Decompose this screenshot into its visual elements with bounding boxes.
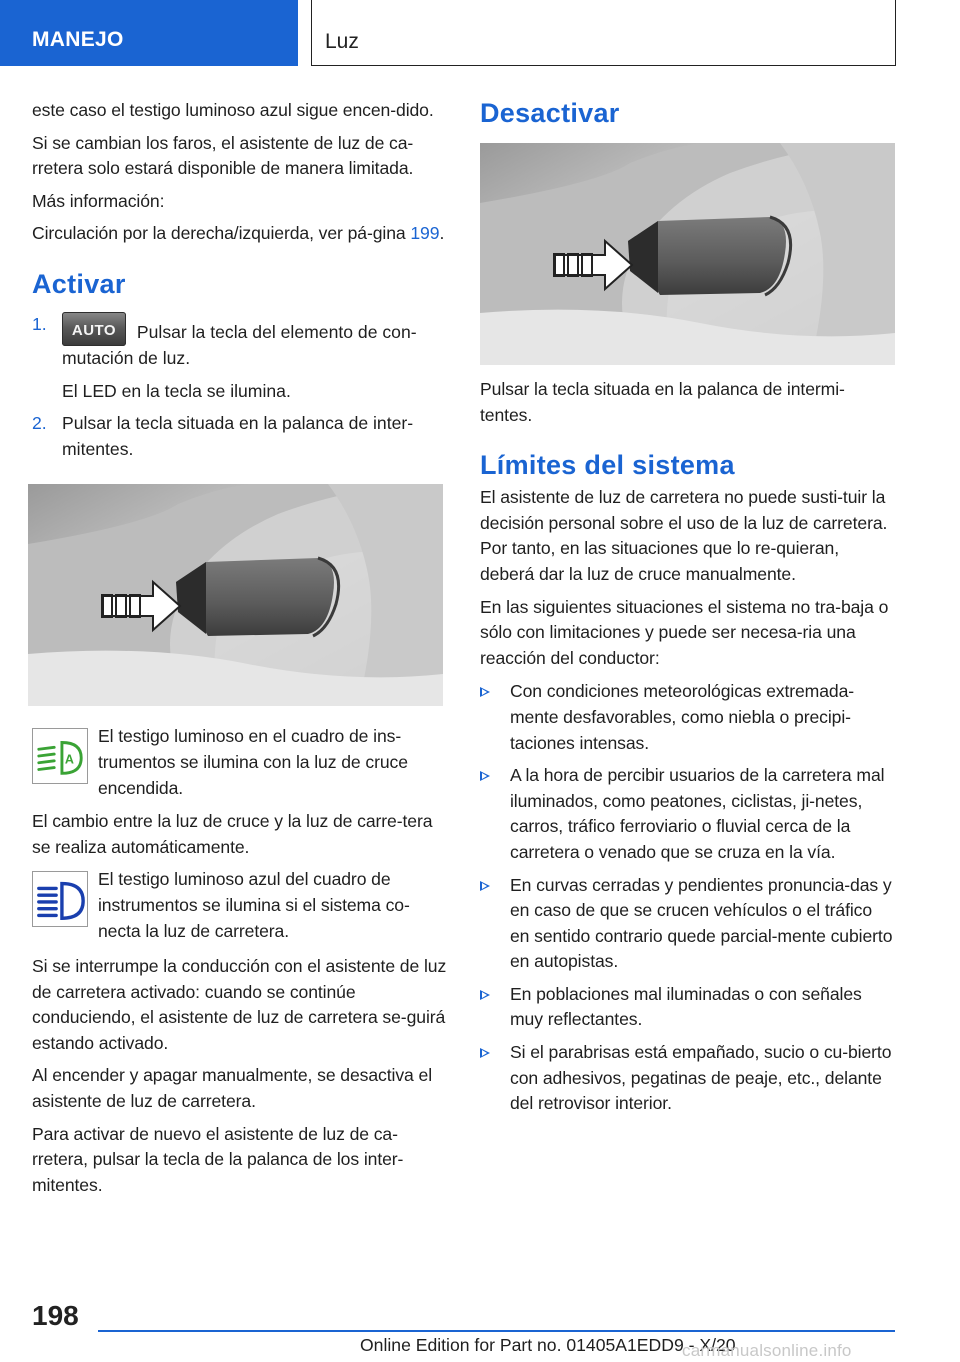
page-link[interactable]: 199 — [410, 223, 440, 244]
reference-end: . — [439, 223, 445, 244]
right-column — [480, 98, 895, 1124]
list-item-text: Si el parabrisas está empañado, sucio o cu-bierto con adhesivos, pegatinas de peaje, etc., delante del retrovisor interior. — [510, 1042, 892, 1114]
paragraph: Más información: — [32, 190, 165, 211]
chapter-box — [311, 0, 896, 66]
step-1 — [32, 312, 447, 372]
indicator-row-high-beam — [32, 867, 447, 944]
heading-activar: Activar — [32, 268, 126, 299]
step-number: 2. — [32, 413, 47, 434]
triangle-bullet-icon — [480, 771, 490, 781]
high-beam-blue-icon — [32, 871, 88, 927]
triangle-bullet-icon — [480, 990, 490, 1000]
auto-key-label: AUTO — [71, 321, 117, 339]
paragraph: En las siguientes situaciones el sistema no tra-baja o sólo con limitaciones y puede ser necesa-ria una reacción del conductor: — [480, 596, 889, 668]
indicator-description: El testigo luminoso en el cuadro de ins-trumentos se ilumina con la luz de cruce encendida. — [98, 726, 408, 798]
paragraph: Si se interrumpe la conducción con el asistente de luz de carretera activado: cuando se continúe conduciendo, el asistente de luz de carretera se-guirá estando activado. — [32, 956, 447, 1053]
triangle-bullet-icon — [480, 881, 490, 891]
paragraph: Pulsar la tecla situada en la palanca de intermi-tentes. — [480, 379, 845, 425]
left-column — [32, 98, 447, 1205]
turn-signal-lever-photo — [28, 484, 443, 706]
low-beam-assist-green-icon — [32, 728, 88, 784]
edition-note: Online Edition for Part no. 01405A1EDD9 - X/20 — [360, 1335, 736, 1355]
step-1-result — [32, 379, 447, 405]
list-item — [480, 1040, 895, 1117]
list-item — [480, 873, 895, 975]
list-item-text: Con condiciones meteorológicas extremada-mente desfavorables, como niebla o precipi-taciones intensas. — [510, 681, 855, 753]
step-subtext: El LED en la tecla se ilumina. — [62, 380, 291, 401]
step-2 — [32, 411, 447, 462]
paragraph: El asistente de luz de carretera no puede susti-tuir la decisión personal sobre el uso de la luz de carretera. Por tanto, en las situaciones que lo re-quieran, deberá dar la luz de cruce manualmente. — [480, 487, 888, 584]
indicator-description: El testigo luminoso azul del cuadro de instrumentos se ilumina si el sistema co-necta la luz de carretera. — [98, 869, 410, 941]
step-number: 1. — [32, 313, 47, 334]
list-item-text: En poblaciones mal iluminadas o con señales muy reflectantes. — [510, 983, 862, 1030]
step-text: Pulsar la tecla del elemento de con-mutación de luz. — [62, 321, 417, 368]
heading-desactivar: Desactivar — [480, 98, 620, 128]
paragraph: Si se cambian los faros, el asistente de luz de ca-rretera solo estará disponible de manera limitada. — [32, 132, 414, 179]
indicator-row-low-beam — [32, 724, 447, 801]
list-item-text: En curvas cerradas y pendientes pronuncia-das y en caso de que se crucen vehículos o el tráfico en sentido contrario quede parcial-mente cubierto en autopistas. — [510, 874, 893, 972]
page-number: 198 — [32, 1300, 79, 1331]
svg-text:A: A — [64, 753, 74, 768]
triangle-bullet-icon — [480, 687, 490, 697]
list-item-text: A la hora de percibir usuarios de la carretera mal iluminados, como peatones, ciclistas, ji-netes, carros, tráfico ferroviario o fluvial cerca de la carretera o venado que se cruza en la vía. — [510, 765, 885, 862]
chapter-title: Luz — [325, 30, 359, 53]
list-item — [480, 763, 895, 865]
step-text: Pulsar la tecla situada en la palanca de inter-mitentes. — [62, 413, 414, 459]
footer-divider — [98, 1330, 895, 1332]
auto-button-icon — [62, 312, 126, 346]
reference-text: Circulación por la derecha/izquierda, ver pá-gina — [32, 223, 411, 244]
section-tab — [0, 0, 298, 66]
paragraph: Al encender y apagar manualmente, se desactiva el asistente de luz de carretera. — [32, 1065, 432, 1112]
triangle-bullet-icon — [480, 1048, 490, 1058]
paragraph: Para activar de nuevo el asistente de luz de ca-rretera, pulsar la tecla de la palanca de los inter-mitentes. — [32, 1123, 404, 1195]
list-item — [480, 982, 895, 1033]
turn-signal-lever-photo-2 — [480, 143, 895, 365]
section-title: MANEJO — [32, 28, 124, 51]
watermark: carmanualsonline.info — [682, 1341, 852, 1360]
paragraph: El cambio entre la luz de cruce y la luz de carre-tera se realiza automáticamente. — [32, 811, 433, 857]
limitations-list — [480, 679, 895, 1117]
paragraph: este caso el testigo luminoso azul sigue encen-dido. — [32, 100, 434, 120]
cross-reference — [32, 221, 447, 247]
list-item — [480, 679, 895, 756]
heading-limites: Límites del sistema — [480, 450, 735, 481]
